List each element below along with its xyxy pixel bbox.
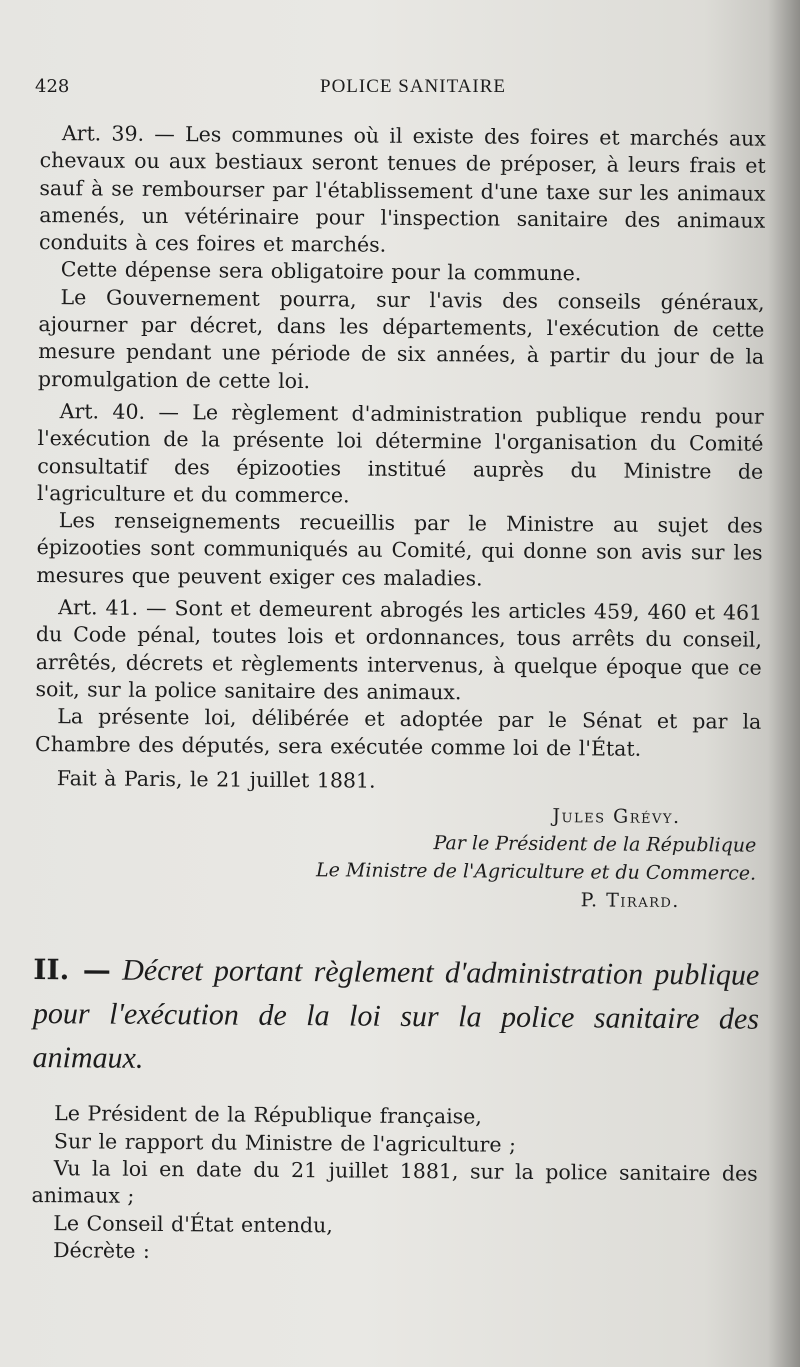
minister-signature: P. Tirard. (580, 889, 680, 913)
signature-block (34, 798, 761, 916)
decree-line: Vu la loi en date du 21 juillet 1881, sur la police sanitaire des animaux ; (31, 1156, 758, 1209)
running-head: POLICE SANITAIRE (320, 76, 506, 97)
article-40-paragraph: Art. 40. — Le règlement d'administration publique rendu pour l'exécution de la présente loi détermine l'organisation du Comité consultatif des épizooties institué auprès du Ministre de l'agriculture et du commerce. (36, 399, 764, 508)
decree-preamble (31, 1100, 758, 1270)
minister-title: Le Ministre de l'Agriculture et du Commerce. (315, 859, 757, 885)
government-postponement-paragraph: Le Gouvernement pourra, sur l'avis des conseils généraux, ajourner par décret, dans les départements, l'exécution de cette mesure pendant une période de six années, à partir du jour de la promulgation de cette loi. (37, 284, 765, 393)
page-number: 428 (35, 76, 70, 97)
enactment-paragraph: La présente loi, délibérée et adoptée par le Sénat et par la Chambre des députés, sera exécutée comme loi de l'État. (35, 704, 762, 761)
page-body (31, 120, 766, 1270)
decree-line: Le Conseil d'État entendu, (53, 1210, 333, 1238)
epizootic-information-paragraph: Les renseignements recueillis par le Ministre au sujet des épizooties sont communiqués au Comité, qui donne son avis sur les mesures que peuvent exiger ces maladies. (36, 508, 763, 591)
decree-line: Le Président de la République française, (54, 1101, 482, 1129)
section-number: II. — (33, 953, 111, 987)
by-president-line: Par le Président de la République (433, 832, 757, 857)
section-title: Décret portant règlement d'administration publique pour l'exécution de la loi sur la police sanitaire des animaux. (32, 953, 760, 1075)
article-39-paragraph: Art. 39. — Les communes où il existe des foires et marchés aux chevaux ou aux bestiaux seront tenues de préposer, à leurs frais et sauf à se rembourser par l'établissement d'une taxe sur les animaux amenés, un vétérinaire pour l'inspection sanitaire des animaux conduits à ces foires et marchés. (38, 121, 766, 257)
date-line: Fait à Paris, le 21 juillet 1881. (56, 765, 376, 793)
decree-line: Sur le rapport du Ministre de l'agriculture ; (53, 1128, 517, 1157)
section-heading (32, 948, 759, 1086)
president-signature: Jules Grévy. (552, 805, 681, 829)
decree-line: Décrète : (53, 1238, 150, 1264)
commune-expense-paragraph: Cette dépense sera obligatoire pour la commune. (60, 257, 582, 286)
page-header (0, 76, 800, 102)
article-41-paragraph: Art. 41. — Sont et demeurent abrogés les articles 459, 460 et 461 du Code pénal, toutes lois et ordonnances, tous arrêts du conseil, arrêtés, décrets et règlements intervenus, à quelque époque que ce soit, sur la police sanitaire des animaux. (35, 595, 763, 705)
